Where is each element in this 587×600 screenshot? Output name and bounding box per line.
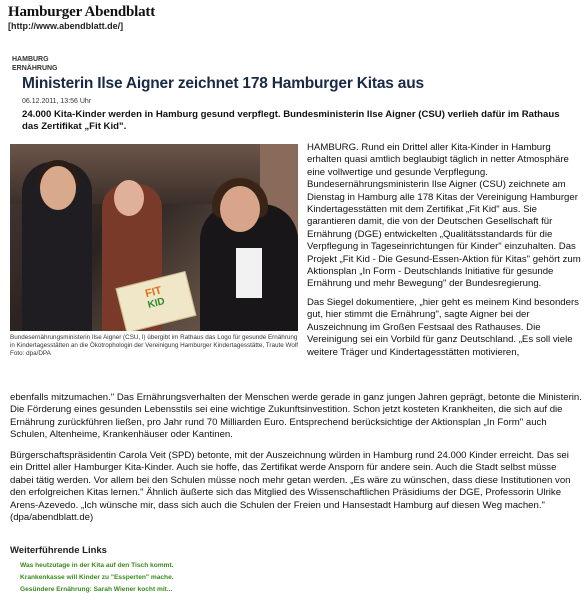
body-paragraph: Das Siegel dokumentiere, „hier geht es meinem Kind besonders gut, hier stimmt die Ernährung", sagte Aigner bei der Auszeichnung im Großen Festsaal des Rathauses. Die Vereinigung sei ein Vorbild für ganz Deutschland. „Es soll viele weitere Träger und Kindertagesstätten motivieren, <box>307 296 579 358</box>
section-label <box>12 55 58 73</box>
further-links-heading: Weiterführende Links <box>10 545 107 556</box>
article-headline: Ministerin Ilse Aigner zeichnet 178 Hamburger Kitas aus <box>22 75 424 92</box>
photo-credit: Foto: dpa/DPA <box>10 350 51 358</box>
section-city: HAMBURG <box>12 56 49 63</box>
fit-kid-sign-line1: FIT <box>144 284 164 301</box>
further-links-list <box>20 560 174 596</box>
source-url: [http://www.abendblatt.de/] <box>8 21 124 31</box>
article-date: 06.12.2011, 13:56 Uhr <box>22 98 92 105</box>
fit-kid-sign-line2: KID <box>146 296 167 311</box>
article-photo <box>10 144 298 331</box>
section-topic: ERNÄHRUNG <box>12 65 58 72</box>
article-body-column <box>307 142 581 359</box>
photo-caption <box>10 334 300 359</box>
photo-caption-text: Bundesernährungsministerin Ilse Aigner (CSU, l) übergibt im Rathaus das Logo für gesunde Ernährung in Kindertagesstätten an die Ökotrophologin der Vereinigung Hamburger Kindertagesstätte, Traute Wolf <box>10 334 298 350</box>
further-link[interactable]: Krankenkasse will Kinder zu "Essperten" mache. <box>20 574 174 581</box>
further-link[interactable]: Gesündere Ernährung: Sarah Wiener kocht mit... <box>20 586 173 593</box>
further-link[interactable]: Was heutzutage in der Kita auf den Tisch kommt. <box>20 562 174 569</box>
body-paragraph-wide: Bürgerschaftspräsidentin Carola Veit (SPD) betonte, mit der Auszeichnung würden in Hamburg rund 24.000 Kinder erreicht. Das sei ein Drittel aller Hamburger Kita-Kinder. Auch sie hoffe, das Zertifikat werde Ansporn für andere sein. Auch die Stadt selbst müsse dabei tätig werden. Vor allem bei den Schulen müsse noch mehr getan werden. „Es wäre zu wünschen, dass diese Institutionen von den erfolgreichen Kitas lernen." Ähnlich äußerte sich das Mitglied des Wissenschaftlichen Präsidiums der DGE, Professorin Ulrike Arens-Azevedo. „Ich wünsche mir, dass sich auch die Schulen der Freien und Hansestadt Hamburg auf diesen Weg machen." (dpa/abendblatt.de) <box>10 450 571 524</box>
body-paragraph-wide: ebenfalls mitzumachen." Das Ernährungsverhalten der Menschen werde gerade in ganz jungen Jahren geprägt, betonte die Ministerin. Die Förderung eines gesunden Lebensstils sei eine wichtige Zukunftsinvestition. Schon jetzt kosteten Krankheiten, die sich auf die Ernährung zurückführen ließen, pro Jahr rund 70 Milliarden Euro. Entsprechend berücksichtige der Aktionsplan „In Form" auch Schulen, Altenheime, Krankenhäuser oder Kantinen. <box>10 392 582 441</box>
body-paragraph: HAMBURG. Rund ein Drittel aller Kita-Kinder in Hamburg erhalten quasi amtlich beglaubigt täglich in netter Atmosphäre eine vollwertige und gesunde Verpflegung. Bundesernährungsministerin Ilse Aigner (CSU) zeichnete am Dienstag in Hamburg alle 178 Kitas der Vereinigung Hamburger Kindertagesstätten mit dem Zertifikat „Fit Kid" aus. Sie garantieren damit, die von der Deutschen Gesellschaft für Ernährung (DGE) entwickelten „Qualitätsstandards für die Verpflegung in Tageseinrichtungen für Kinder" einzuhalten. Das Projekt „Fit Kid - Die Gesund-Essen-Aktion für Kitas" gehört zum Aktionsplan „In Form - Deutschlands Initiative für gesunde Ernährung und mehr Bewegung" der Bundesregierung. <box>307 142 581 290</box>
masthead-logo: Hamburger Abendblatt <box>8 4 155 20</box>
article-lead: 24.000 Kita-Kinder werden in Hamburg gesund verpflegt. Bundesministerin Ilse Aigner (CSU) verlieh dafür im Rathaus das Zertifikat „Fit Kid". <box>22 109 560 132</box>
